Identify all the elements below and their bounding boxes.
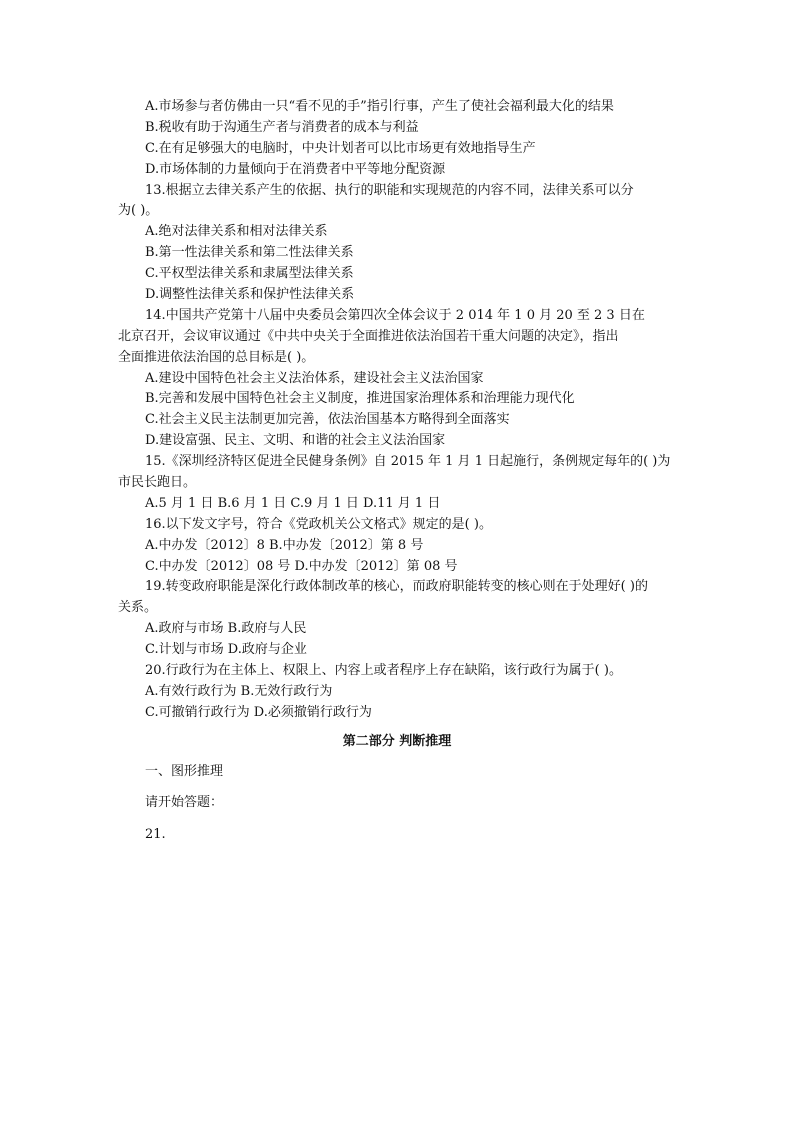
question-15-cont: 市民长跑日。 — [118, 475, 197, 491]
option-line: A.绝对法律关系和相对法律关系 — [145, 224, 328, 240]
option-line: C.计划与市场 D.政府与企业 — [145, 642, 307, 658]
question-19-cont: 关系。 — [118, 600, 158, 616]
subsection-heading: 一、图形推理 — [145, 764, 224, 779]
option-line: A.政府与市场 B.政府与人民 — [145, 621, 307, 637]
option-line: C.平权型法律关系和隶属型法律关系 — [145, 266, 354, 282]
question-16: 16.以下发文字号，符合《党政机关公文格式》规定的是( )。 — [145, 516, 492, 532]
option-line: C.可撤销行政行为 D.必须撤销行政行为 — [145, 704, 372, 720]
option-line: D.调整性法律关系和保护性法律关系 — [145, 287, 355, 303]
option-line: A.建设中国特色社会主义法治体系，建设社会主义法治国家 — [145, 370, 484, 386]
question-14-cont: 全面推进依法治国的总目标是( )。 — [118, 349, 315, 365]
option-line: B.税收有助于沟通生产者与消费者的成本与利益 — [145, 119, 419, 135]
option-line: C.在有足够强大的电脑时，中央计划者可以比市场更有效地指导生产 — [145, 140, 536, 156]
question-13-cont: 为( )。 — [118, 203, 159, 219]
question-14-cont: 北京召开，会议审议通过《中共中央关于全面推进依法治国若干重大问题的决定》，指出 — [118, 328, 619, 344]
option-line: A.有效行政行为 B.无效行政行为 — [145, 683, 333, 699]
question-20: 20.行政行为在主体上、权限上、内容上或者程序上存在缺陷，该行政行为属于( )。 — [145, 663, 622, 679]
question-13: 13.根据立去律关系产生的依据、执行的职能和实现规范的内容不同，法律关系可以分 — [145, 182, 634, 198]
question-19: 19.转变政府职能是深化行政体制改革的核心，而政府职能转变的核心则在于处理好( )的 — [145, 579, 648, 595]
question-21-number: 21. — [145, 827, 166, 842]
question-15: 15.《深圳经济特区促进全民健身条例》自 2015 年 1 月 1 日起施行，条例规定每年的( )为 — [145, 454, 671, 470]
option-line: C.中办发〔2012〕08 号 D.中办发〔2012〕第 08 号 — [145, 558, 458, 574]
question-text-block — [118, 97, 678, 724]
option-line: C.社会主义民主法制更加完善，依法治国基本方略得到全面落实 — [145, 412, 510, 428]
option-line: A.市场参与者仿佛由一只“看不见的手”指引行事，产生了使社会福利最大化的结果 — [145, 99, 614, 114]
answer-prompt: 请开始答题： — [145, 795, 224, 810]
option-line: D.市场体制的力量倾向于在消费者中平等地分配资源 — [145, 161, 446, 177]
option-line: B.完善和发展中国特色社会主义制度，推进国家治理体系和治理能力现代化 — [145, 391, 575, 407]
question-14: 14.中国共产党第十八届中央委员会第四次全体会议于 2 014 年 1 0 月 20 至 2 3 日在 — [145, 307, 645, 323]
option-line: A.5 月 1 日 B.6 月 1 日 C.9 月 1 日 D.11 月 1 日 — [145, 495, 441, 511]
section-title: 第二部分 判断推理 — [342, 734, 452, 749]
option-line: D.建设富强、民主、文明、和谐的社会主义法治国家 — [145, 433, 446, 449]
option-line: B.第一性法律关系和第二性法律关系 — [145, 245, 354, 261]
option-line: A.中办发〔2012〕8 B.中办发〔2012〕第 8 号 — [145, 537, 424, 553]
